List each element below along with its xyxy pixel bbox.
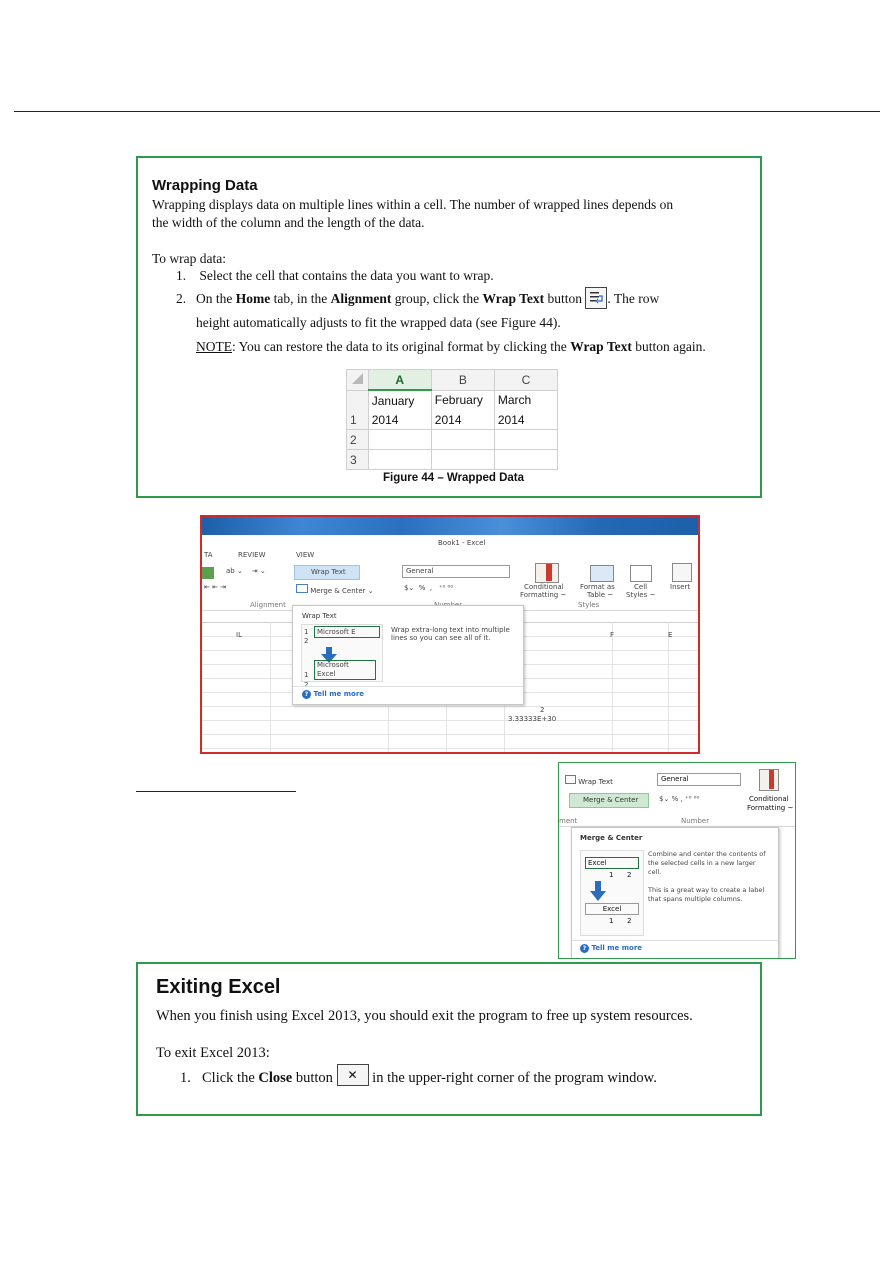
cell-b3[interactable] bbox=[431, 450, 494, 470]
note-wrap-text-ref: Wrap Text bbox=[570, 339, 632, 354]
merge-percent-buttons[interactable] bbox=[659, 795, 699, 803]
merge-center-button-highlight[interactable] bbox=[569, 793, 649, 808]
demo-cell-before: Microsoft E bbox=[314, 626, 380, 638]
step-1-text: Select the cell that contains the data you want to wrap. bbox=[199, 268, 494, 283]
tooltip-desc-2: lines so you can see all of it. bbox=[391, 634, 491, 642]
close-icon: ✕ bbox=[337, 1064, 369, 1086]
cell-b2[interactable] bbox=[431, 430, 494, 450]
column-header-b[interactable]: B bbox=[431, 370, 494, 391]
number-format-select[interactable] bbox=[402, 565, 510, 578]
close-button-ref: Close bbox=[258, 1070, 293, 1086]
help-icon: ? bbox=[302, 690, 311, 699]
merge-conditional-label: Conditional bbox=[749, 795, 789, 803]
wrapped-data-sheet bbox=[346, 369, 558, 470]
wrap-text-tooltip bbox=[292, 605, 524, 705]
wrapping-data-box bbox=[136, 156, 762, 498]
wrap-text-button[interactable] bbox=[294, 565, 360, 580]
merge-center-tooltip bbox=[571, 827, 779, 959]
indent-icon[interactable]: ⇤ ⇤ ⇥ bbox=[204, 583, 227, 591]
accounting-icon: $⌄ bbox=[404, 584, 415, 592]
window-title: Book1 - Excel bbox=[438, 539, 486, 547]
cell-b1-year[interactable]: 2014 bbox=[431, 410, 494, 430]
tab-review[interactable]: REVIEW bbox=[238, 551, 266, 559]
row-header-1[interactable]: 1 bbox=[347, 410, 369, 430]
column-header-a[interactable]: A bbox=[368, 370, 431, 391]
header-rule bbox=[14, 111, 880, 112]
home-tab-ref: Home bbox=[235, 291, 271, 306]
tooltip-desc-1: Wrap extra-long text into multiple bbox=[391, 626, 510, 634]
cell-a3[interactable] bbox=[368, 450, 431, 470]
cell-value-2[interactable]: 2 bbox=[540, 706, 545, 714]
column-label-e[interactable]: E bbox=[668, 631, 673, 639]
merge-desc-2b: that spans multiple columns. bbox=[648, 895, 743, 903]
step-2-text-a: On the bbox=[196, 291, 236, 306]
cell-c2[interactable] bbox=[494, 430, 557, 450]
merge-demo-bottom-cell: Excel bbox=[585, 903, 639, 915]
step-1 bbox=[176, 268, 494, 284]
heading-underline bbox=[136, 791, 296, 792]
fill-color-swatch-icon[interactable] bbox=[202, 567, 214, 579]
lead-text: To wrap data: bbox=[152, 251, 227, 266]
number-format-value: General bbox=[406, 567, 434, 575]
step-2-text-e: . The row bbox=[607, 291, 660, 306]
step-2-number: 2. bbox=[176, 291, 187, 306]
exit-step-1-text-c: in the upper-right corner of the program window. bbox=[368, 1070, 657, 1086]
merge-demo bbox=[580, 850, 644, 936]
merge-tell-me-more-label: Tell me more bbox=[591, 944, 643, 952]
step-2-text-b: tab, in the bbox=[270, 291, 331, 306]
formatting-label: Formatting ~ bbox=[520, 591, 567, 599]
intro-line-2: the width of the column and the length of the data. bbox=[152, 215, 425, 230]
exit-step-1 bbox=[180, 1067, 657, 1090]
step-2-text-d: button bbox=[544, 291, 586, 306]
wrap-text-label: Wrap Text bbox=[311, 568, 346, 576]
note bbox=[196, 339, 706, 355]
wrap-text-ref: Wrap Text bbox=[482, 291, 545, 306]
merge-comma-icon: , bbox=[680, 795, 683, 803]
insert-label: Insert bbox=[670, 583, 691, 591]
merge-group-ment-label: ment bbox=[559, 817, 578, 825]
cell-value-scientific[interactable]: 3.33333E+30 bbox=[508, 715, 557, 723]
cell-a1-year[interactable]: 2014 bbox=[368, 410, 431, 430]
conditional-label: Conditional bbox=[524, 583, 564, 591]
row-header-2[interactable]: 2 bbox=[347, 430, 369, 450]
exit-step-1-text-b: button bbox=[292, 1070, 337, 1086]
percent-label: % bbox=[418, 584, 426, 592]
cell-b1-month[interactable]: February bbox=[431, 390, 494, 410]
merge-demo-top-cell: Excel bbox=[585, 857, 639, 869]
exit-lead: To exit Excel 2013: bbox=[156, 1045, 270, 1061]
merge-center-label: Merge & Center bbox=[310, 587, 366, 595]
format-as-table-icon[interactable] bbox=[590, 565, 614, 582]
currency-percent-buttons[interactable] bbox=[404, 584, 453, 592]
corner-triangle-icon bbox=[351, 372, 363, 384]
merge-wrap-text-icon bbox=[565, 775, 576, 784]
tooltip-demo bbox=[301, 624, 383, 689]
cell-c1-month[interactable]: March bbox=[494, 390, 557, 410]
cell-a2[interactable] bbox=[368, 430, 431, 450]
exit-intro: When you finish using Excel 2013, you should exit the program to free up system resources. bbox=[156, 1008, 693, 1024]
merge-decimal-icon: ⁺⁰ ⁰⁰ bbox=[684, 795, 700, 803]
merge-tooltip-divider bbox=[572, 940, 778, 941]
demo-cell-after bbox=[314, 660, 376, 680]
section-title: Wrapping Data bbox=[152, 177, 258, 194]
step-2 bbox=[176, 288, 659, 311]
merge-demo-top-n2: 2 bbox=[627, 871, 632, 879]
figure-caption: Figure 44 – Wrapped Data bbox=[383, 472, 525, 484]
tab-view[interactable]: VIEW bbox=[296, 551, 315, 559]
note-text-b: button again. bbox=[631, 339, 706, 354]
tab-ta[interactable]: TA bbox=[204, 551, 213, 559]
row-header-3[interactable]: 3 bbox=[347, 450, 369, 470]
title-bar bbox=[202, 517, 700, 535]
demo-row-2b: 2 bbox=[304, 681, 309, 689]
styles-dropdown-label: Styles ~ bbox=[626, 591, 656, 599]
merge-desc-1b: the selected cells in a new larger bbox=[648, 859, 756, 867]
tooltip-title: Wrap Text bbox=[302, 612, 337, 620]
group-alignment-label: Alignment bbox=[250, 601, 286, 609]
step-2-text-c: group, click the bbox=[391, 291, 483, 306]
merge-arrow-down-icon bbox=[589, 881, 607, 901]
merge-wrap-text-button[interactable] bbox=[565, 775, 613, 786]
step-2-line-2: height automatically adjusts to fit the wrapped data (see Figure 44). bbox=[196, 315, 561, 330]
exit-step-1-text-a: Click the bbox=[202, 1070, 259, 1086]
merge-tell-me-more-link[interactable] bbox=[580, 944, 642, 953]
merge-number-format-value: General bbox=[661, 775, 689, 783]
note-label: NOTE bbox=[196, 339, 232, 354]
cell-styles-icon[interactable] bbox=[630, 565, 652, 582]
wrap-text-icon bbox=[585, 287, 607, 309]
merge-center-button[interactable]: Merge & Center ⌄ bbox=[296, 584, 374, 595]
merge-conditional-icon[interactable] bbox=[759, 769, 779, 791]
merge-help-icon: ? bbox=[580, 944, 589, 953]
alignment-group-ref: Alignment bbox=[330, 291, 392, 306]
cell-c1-year[interactable]: 2014 bbox=[494, 410, 557, 430]
column-label-f[interactable]: F bbox=[610, 631, 615, 639]
note-text-a: : You can restore the data to its original format by clicking the bbox=[232, 339, 571, 354]
format-as-label: Format as bbox=[580, 583, 615, 591]
group-styles-label: Styles bbox=[578, 601, 600, 609]
merge-formatting-label: Formatting ~ bbox=[747, 804, 794, 812]
comma-icon: , bbox=[429, 584, 433, 592]
merge-desc-1c: cell. bbox=[648, 868, 662, 876]
exit-step-1-number: 1. bbox=[180, 1070, 191, 1086]
select-all-corner[interactable] bbox=[347, 370, 369, 391]
tooltip-divider bbox=[293, 686, 523, 687]
intro-line-1: Wrapping displays data on multiple lines within a cell. The number of wrapped lines depends on bbox=[152, 197, 674, 212]
merge-center-highlight-label: Merge & Center bbox=[583, 796, 639, 804]
demo-row-1b: 1 bbox=[304, 671, 309, 679]
excel-ribbon-screenshot bbox=[200, 515, 700, 754]
merge-demo-bottom-n2: 2 bbox=[627, 917, 632, 925]
table-label: Table ~ bbox=[587, 591, 614, 599]
demo-row-2: 2 bbox=[304, 637, 309, 645]
merge-accounting-icon: $⌄ bbox=[659, 795, 670, 803]
merge-percent-label: % bbox=[671, 795, 679, 803]
merge-center-icon bbox=[296, 584, 308, 593]
tell-me-more-label: Tell me more bbox=[313, 690, 365, 698]
insert-icon[interactable] bbox=[672, 563, 692, 582]
cell-c3[interactable] bbox=[494, 450, 557, 470]
step-1-number: 1. bbox=[176, 268, 187, 283]
merge-number-format-select[interactable] bbox=[657, 773, 741, 786]
tell-me-more-link[interactable] bbox=[302, 690, 364, 699]
column-label-il[interactable]: IL bbox=[236, 631, 242, 639]
merge-desc-1a: Combine and center the contents of bbox=[648, 850, 766, 858]
column-header-c[interactable]: C bbox=[494, 370, 557, 391]
exiting-excel-box bbox=[136, 962, 762, 1116]
cell-a1-month[interactable]: January bbox=[368, 390, 431, 410]
merge-center-screenshot bbox=[558, 762, 796, 959]
merge-wrap-text-label: Wrap Text bbox=[578, 778, 613, 786]
merge-group-number-label: Number bbox=[681, 817, 710, 825]
merge-tooltip-title: Merge & Center bbox=[580, 834, 643, 842]
cell-label: Cell bbox=[634, 583, 648, 591]
conditional-formatting-icon[interactable] bbox=[535, 563, 559, 583]
demo-row-1: 1 bbox=[304, 628, 309, 636]
decimal-icon: ⁺⁰ ⁰⁰ bbox=[438, 584, 454, 592]
merge-demo-bottom-n1: 1 bbox=[609, 917, 614, 925]
row-header-blank bbox=[347, 390, 369, 410]
demo-cell-after-line-2: Excel bbox=[317, 670, 336, 678]
exit-section-title: Exiting Excel bbox=[156, 976, 281, 998]
merge-desc-2a: This is a great way to create a label bbox=[648, 886, 765, 894]
demo-cell-after-line-1: Microsoft bbox=[317, 661, 349, 669]
orientation-icon[interactable]: ab ⌄ ⇥ ⌄ bbox=[226, 567, 266, 575]
merge-demo-top-n1: 1 bbox=[609, 871, 614, 879]
